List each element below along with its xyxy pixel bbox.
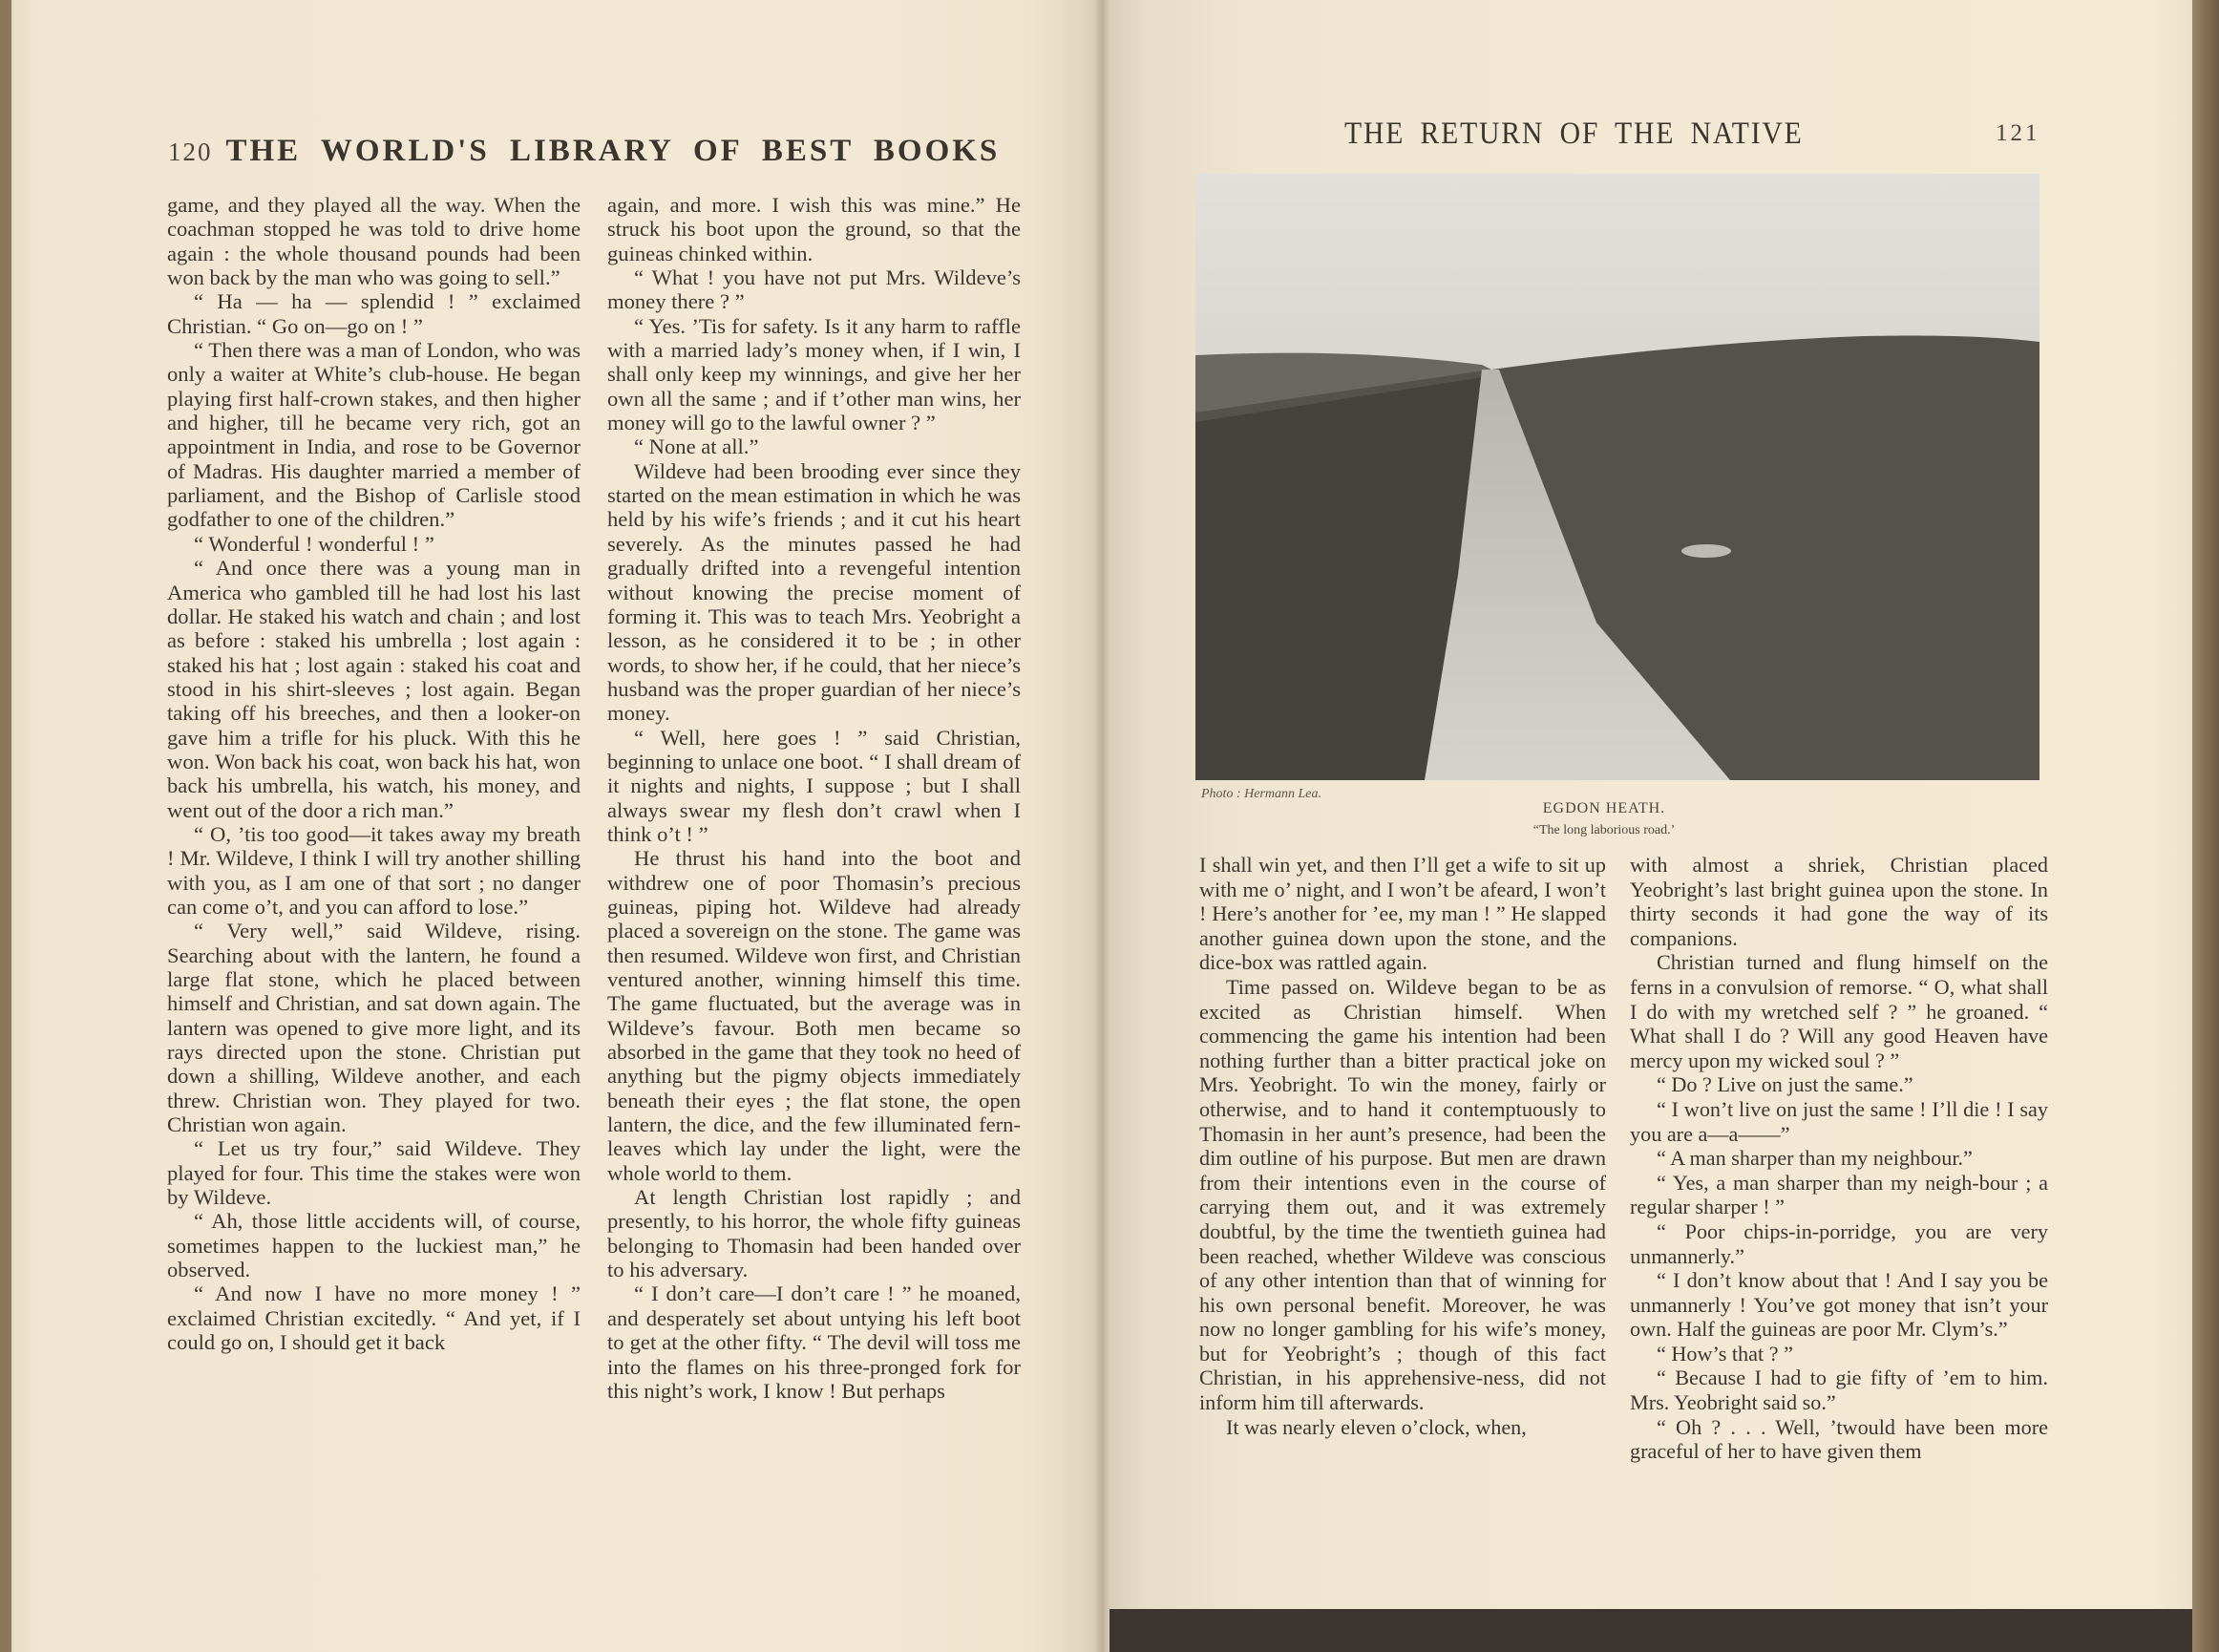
stone [1681,544,1731,558]
egdon-heath-photo [1195,174,2039,780]
page-number-left: 120 [168,138,213,166]
paragraph: “ What ! you have not put Mrs. Wildeve’s money there ? ” [607,265,1021,314]
paragraph: “ Yes, a man sharper than my neigh-bour ; a regular sharper ! ” [1630,1170,2048,1219]
left-page-header [168,134,1001,181]
photo-caption-subtitle: “The long laborious road.’ [1532,823,1676,837]
photo-credit: Photo : Hermann Lea. [1201,787,1321,801]
right-page-column-2 [1630,853,2048,1464]
left-cover-edge [0,0,11,1652]
paragraph: “ Because I had to gie fifty of ’em to him. Mrs. Yeobright said so.” [1630,1366,2048,1415]
paragraph: Time passed on. Wildeve began to be as excited as Christian himself. When commencing the game his intention had been nothing further than a bitter practical joke on Mrs. Yeobright. To win the money, fairly or otherwise, and to hand it contemptuously to Thomasin in her aunt’s presence, had been the dim outline of his purpose. But men are drawn from their intentions even in the course of carrying them out, and it was extremely doubtful, by the time the twentieth guinea had been reached, whether Wildeve was conscious of any other intention than that of winning for his own personal benefit. Moreover, he was now no longer gambling for his wife’s money, but for Yeobright’s ; though of this fact Christian, in his apprehensive-ness, did not inform him till afterwards. [1199,974,1606,1415]
paragraph: “ Very well,” said Wildeve, rising. Searching about with the lantern, he found a large flat stone, which he placed between himself and Christian, and sat down again. The lantern was opened to give more light, and its rays directed upon the stone. Christian put down a shilling, Wildeve another, and each threw. Christian won. They played for two. Christian won again. [167,919,581,1137]
photo-caption-title: EGDON HEATH. [1542,800,1666,816]
paragraph: “ O, ’tis too good—it takes away my breath ! Mr. Wildeve, I think I will try another shilling with you, as I am one of that sort ; no danger can come o’t, and you can afford to lose.” [167,821,581,919]
paragraph: “ Then there was a man of London, who was only a waiter at White’s club-house. He began playing first half-crown stakes, and then higher and higher, till he became very rich, got an appointment in India, and rose to be Governor of Madras. His daughter married a member of parliament, and the Bishop of Carlisle stood godfather to one of the children.” [167,338,581,532]
paragraph: with almost a shriek, Christian placed Yeobright’s last bright guinea upon the stone. In thirty seconds it had gone the way of its companions. [1630,853,2048,950]
paragraph: It was nearly eleven o’clock, when, [1226,1414,1527,1439]
binding-bottom [1106,1609,2219,1652]
paragraph: “ Ah, those little accidents will, of course, sometimes happen to the luckiest man,” he observed. [167,1209,581,1282]
paragraph: “ I won’t live on just the same ! I’ll die ! I say you are a—a——” [1630,1096,2048,1146]
paragraph: “ Poor chips-in-porridge, you are very unmannerly.” [1630,1218,2048,1268]
right-page-header [1344,113,2051,160]
paragraph: “ Wonderful ! wonderful ! ” [194,531,434,556]
paragraph: “ Do ? Live on just the same.” [1657,1072,1913,1097]
left-page-column-2 [607,193,1021,1403]
gutter [1096,0,1110,1652]
running-title-left: THE WORLD'S LIBRARY OF BEST BOOKS [225,134,1001,168]
running-title-right: THE RETURN OF THE NATIVE [1344,116,1804,151]
paragraph: Christian turned and flung himself on the ferns in a convulsion of remorse. “ O, what shall I do with my wretched self ? ” he groaned. “ What shall I do ? Will any good Heaven have mercy upon my wicked soul ? ” [1630,950,2048,1072]
paragraph: He thrust his hand into the boot and withdrew one of poor Thomasin’s precious guineas, piping hot. Wildeve had already placed a sovereign on the stone. The game was then resumed. Wildeve won first, and Christian ventured another, winning himself this time. The game fluctuated, but the average was in Wildeve’s favour. Both men became so absorbed in the game that they took no heed of anything but the pigmy objects immediately beneath their eyes ; the flat stone, the open lantern, the dice, and the few illuminated fern-leaves which lay under the light, were the whole world to them. [607,846,1021,1185]
paragraph: “ Well, here goes ! ” said Christian, beginning to unlace one boot. “ I shall dream of it nights and nights, I suppose ; but I shall always swear my flesh don’t crawl when I think o’t ! ” [607,725,1021,846]
paragraph: “ Yes. ’Tis for safety. Is it any harm to raffle with a married lady’s money when, if I win, I shall only keep my winnings, and give her her own all the same ; and if t’other man wins, her money will go to the lawful owner ? ” [607,313,1021,435]
paragraph: “ A man sharper than my neighbour.” [1657,1146,1973,1171]
photo-landscape [1195,174,2039,780]
paragraph: I shall win yet, and then I’ll get a wife to sit up with me o’ night, and I won’t be afeard, I won’t ! Here’s another for ’ee, my man ! ” He slapped another guinea down upon the stone, and the dice-box was rattled again. [1199,853,1606,975]
paragraph: “ I don’t know about that ! And I say you be unmannerly ! You’ve got money that isn’t your own. Half the guineas are poor Mr. Clym’s.” [1630,1268,2048,1342]
paragraph: again, and more. I wish this was mine.” He struck his boot upon the ground, so that the guineas chinked within. [607,193,1021,265]
paragraph: Wildeve had been brooding ever since they started on the mean estimation in which he was held by his wife’s friends ; and it cut his heart severely. As the minutes passed he had gradually drifted into a revengeful intention without knowing the precise moment of forming it. This was to teach Mrs. Yeobright a lesson, as he considered it to be ; in other words, to show her, if he could, that her niece’s husband was the proper guardian of her niece’s money. [607,458,1021,726]
page-number-right: 121 [1996,120,2040,146]
paragraph: “ And now I have no more money ! ” exclaimed Christian excitedly. “ And yet, if I could go on, I should get it back [167,1281,581,1355]
paragraph: “ Ha — ha — splendid ! ” exclaimed Christian. “ Go on—go on ! ” [167,289,581,338]
paragraph: “ I don’t care—I don’t care ! ” he moaned, and desperately set about untying his left boot to get at the other fifty. “ The devil will toss me into the flames on his three-pronged fork for this night’s work, I know ! But perhaps [607,1281,1021,1403]
paragraph: “ How’s that ? ” [1657,1341,1793,1366]
paragraph: At length Christian lost rapidly ; and presently, to his horror, the whole fifty guineas belonging to Thomasin had been handed over to his adversary. [607,1185,1021,1282]
paragraph: game, and they played all the way. When the coachman stopped he was told to drive home again : the whole thousand pounds had been won back by the man who was going to sell.” [167,193,581,290]
right-page-column-1 [1199,853,1606,1439]
paragraph: “ Let us try four,” said Wildeve. They played for four. This time the stakes were won by Wildeve. [167,1136,581,1210]
left-page-column-1 [167,193,581,1355]
right-cover-edge [2192,0,2219,1652]
paragraph: “ Oh ? . . . Well, ’twould have been more graceful of her to have given them [1630,1414,2048,1464]
paragraph: “ And once there was a young man in America who gambled till he had lost his last dollar. He staked his watch and chain ; and lost as before : staked his umbrella ; lost again : staked his hat ; lost again : staked his coat and stood in his shirt-sleeves ; lost again. Began taking off his breeches, and then a looker-on gave him a trifle for his pluck. With this he won. Won back his coat, won back his hat, won back his umbrella, his watch, his money, and went out of the door a rich man.” [167,556,581,822]
paragraph: “ None at all.” [634,434,759,459]
